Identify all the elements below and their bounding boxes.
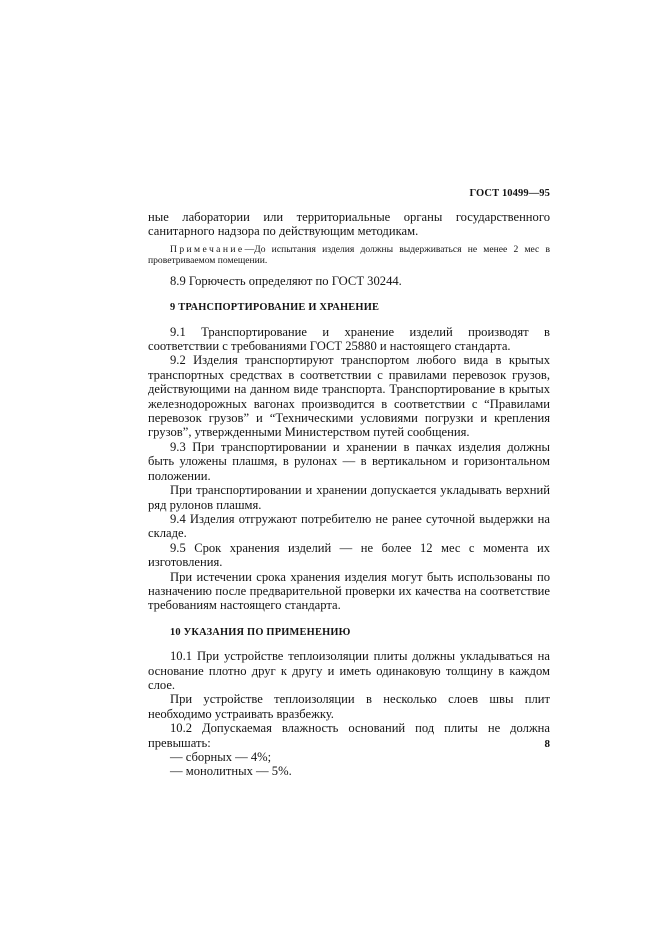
list-item-prefab: — сборных — 4%; (170, 750, 272, 764)
note-text: —До испытания изделия должны выдерживаться не менее 2 мес в проветриваемом помещении. (148, 243, 550, 266)
list-item-monolithic: — монолитных — 5%. (170, 764, 292, 779)
paragraph-9-5-cont: При истечении срока хранения изделия могут быть использованы по назначению после предварительной проверки их качества на соответствие требованиям настоящего стандарта. (148, 569, 550, 613)
note-label: Примечание (170, 243, 245, 255)
section-10-title: 10 УКАЗАНИЯ ПО ПРИМЕНЕНИЮ (170, 626, 351, 638)
note (148, 244, 550, 266)
continuation-paragraph: ные лаборатории или территориальные органы государственного санитарного надзора по действующим методикам. (148, 210, 550, 239)
section-9-title: 9 ТРАНСПОРТИРОВАНИЕ И ХРАНЕНИЕ (170, 302, 380, 314)
paragraph-9-3: 9.3 При транспортировании и хранении в пачках изделия должны быть уложены плашмя, в рулонах — в вертикальном и горизонтальном положении. (148, 439, 550, 483)
document-body (148, 210, 550, 779)
paragraph-9-1: 9.1 Транспортирование и хранение изделий производят в соответствии с требованиями ГОСТ 25880 и настоящего стандарта. (148, 324, 550, 354)
paragraph-10-1: 10.1 При устройстве теплоизоляции плиты должны укладываться на основание плотно друг к другу и иметь одинаковую толщину в каждом слое. (148, 649, 550, 692)
page-number: 8 (544, 738, 550, 750)
paragraph-9-4: 9.4 Изделия отгружают потребителю не ранее суточной выдержки на складе. (148, 511, 550, 541)
paragraph-9-2: 9.2 Изделия транспортируют транспортом любого вида в крытых транспортных средствах в соответствии с правилами перевозок грузов, действующими на данном виде транспорта. Транспортирование в крытых железнодорожных вагонах производится в соответствии с “Правилами перевозок грузов” и “Техническими условиями погрузки и крепления грузов”, утвержденными Министерством путей сообщения. (148, 353, 550, 440)
paragraph-9-5: 9.5 Срок хранения изделий — не более 12 мес с момента их изготовления. (148, 540, 550, 570)
paragraph-8-9: 8.9 Горючесть определяют по ГОСТ 30244. (170, 273, 402, 288)
paragraph-9-3-cont: При транспортировании и хранении допускается укладывать верхний ряд рулонов плашмя. (148, 483, 550, 512)
paragraph-10-2: 10.2 Допускаемая влажность оснований под плиты не должна превышать: (148, 721, 550, 750)
page-header-doc-id: ГОСТ 10499—95 (469, 188, 550, 199)
paragraph-10-1-cont: При устройстве теплоизоляции в несколько слоев швы плит необходимо устраивать вразбежку. (148, 692, 550, 721)
